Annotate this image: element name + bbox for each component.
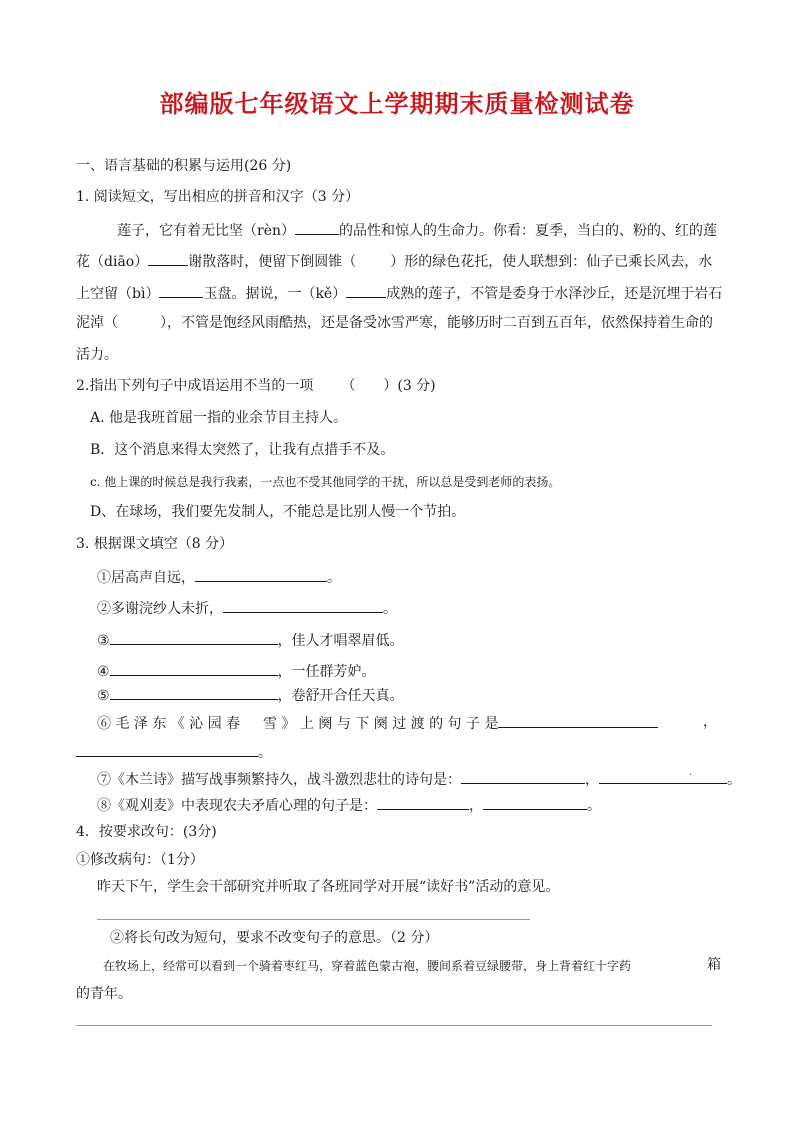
item-text: ，卷舒开合任天真。 <box>277 688 404 704</box>
q1-text: 花（diāo） <box>76 254 149 270</box>
item-text: ， <box>585 772 599 788</box>
item-comma: ， <box>703 714 717 730</box>
question-2-heading <box>76 377 436 395</box>
answer-blank[interactable] <box>461 769 585 784</box>
option-c: c. 他上课的时候总是我行我素，一点也不受其他同学的干扰，所以总是受到老师的表扬。 <box>90 475 561 489</box>
item-text: ，一任群芳妒。 <box>277 664 376 680</box>
q4-sub-1: ①修改病句：（1分） <box>76 852 204 868</box>
item-text: 。 <box>327 570 341 586</box>
option-b: B．这个消息来得太突然了，让我有点措手不及。 <box>90 442 395 458</box>
q4-sentence-2-tail: 箱 <box>707 957 721 973</box>
q1-text: 玉盘。据说，一（kě） <box>203 286 347 302</box>
answer-blank[interactable] <box>483 795 587 810</box>
q1-text: 上空留（bì） <box>76 286 160 302</box>
fill-item-3 <box>97 630 404 650</box>
item-text: ⑦《木兰诗》描写战事频繁持久，战斗激烈悲壮的诗句是： <box>97 772 461 788</box>
answer-blank[interactable] <box>76 742 258 757</box>
fill-item-5 <box>97 685 404 705</box>
fill-item-6-cont <box>76 742 272 762</box>
answer-blank[interactable] <box>377 795 469 810</box>
q1-text: 成熟的莲子，不管是委身于水泽沙丘，还是沉埋于岩石 <box>386 286 723 302</box>
q1-text: 泥淖（ <box>76 315 118 331</box>
answer-line[interactable] <box>76 1025 712 1026</box>
answer-line[interactable] <box>97 919 530 920</box>
q4-sub-2: ②将长句改为短句，要求不改变句子的意思。（2 分） <box>110 930 439 946</box>
question-4-heading: 4．按要求改句：(3分) <box>76 824 217 840</box>
question-1-heading: 1. 阅读短文，写出相应的拼音和汉字（3 分） <box>76 189 360 205</box>
page-title: 部编版七年级语文上学期期末质量检测试卷 <box>159 90 635 118</box>
item-text: 。 <box>383 601 397 617</box>
answer-blank[interactable] <box>148 251 188 266</box>
answer-blank[interactable] <box>498 713 658 728</box>
option-a: A. 他是我班首屈一指的业余节目主持人。 <box>90 410 348 426</box>
q1-line-5: 活力。 <box>76 347 118 363</box>
option-d: D、在球场，我们要先发制人，不能总是比别人慢一个节拍。 <box>90 504 466 520</box>
item-text: 。 <box>587 798 601 814</box>
item-text: 。 <box>258 745 272 761</box>
answer-blank[interactable] <box>110 685 278 700</box>
item-text: ⑧《观刈麦》中表现农夫矛盾心理的句子是： <box>97 798 377 814</box>
fill-item-1 <box>97 567 341 587</box>
q1-text: 谢散落时，便留下倒圆锥（ <box>188 254 357 270</box>
q4-sentence-1: 昨天下午，学生会干部研究并听取了各班同学对开展“读好书”活动的意见。 <box>97 879 560 895</box>
q1-text: 的品性和惊人的生命力。你看：夏季，当白的、粉的、红的莲 <box>339 223 717 239</box>
answer-blank[interactable] <box>159 283 203 298</box>
q4-sentence-2-end: 的青年。 <box>76 986 132 1002</box>
item-text: ②多谢浣纱人未折， <box>97 601 223 617</box>
item-text: 。 <box>727 772 741 788</box>
answer-blank[interactable] <box>599 769 727 784</box>
item-text: ⑥ 毛 泽 东 《 沁 园 春 雪 》 上 阕 与 下 阕 过 渡 的 句 子 是 <box>97 716 499 732</box>
answer-blank[interactable] <box>195 567 327 582</box>
green-dot-mark: · <box>689 770 693 781</box>
answer-bracket[interactable]: （ ）(3 分) <box>341 378 436 394</box>
q1-line-2 <box>76 251 712 271</box>
fill-item-4 <box>97 661 376 681</box>
answer-blank[interactable] <box>110 630 278 645</box>
fill-item-6 <box>97 713 658 733</box>
q1-line-4 <box>76 314 713 332</box>
q1-text: ）形的绿色花托，使人联想到：仙子已乘长风去，水 <box>390 254 713 270</box>
fill-item-2 <box>97 598 397 618</box>
fill-item-8 <box>97 795 601 815</box>
q1-line-1 <box>117 220 717 240</box>
q1-text: ），不管是饱经风雨酷热，还是备受冰雪严寒，能够历时二百到五百年，依然保持着生命的 <box>160 315 713 331</box>
q2-stem: 2.指出下列句子中成语运用不当的一项 <box>76 378 314 394</box>
section-heading: 一、语言基础的积累与运用(26 分) <box>76 158 292 174</box>
item-text: ，佳人才唱翠眉低。 <box>277 633 404 649</box>
question-3-heading: 3. 根据课文填空（8 分） <box>76 536 234 552</box>
item-text: ④ <box>97 664 110 680</box>
item-text: ③ <box>97 633 110 649</box>
q4-sentence-2: 在牧场上，经常可以看到一个骑着枣红马，穿着蓝色蒙古袍，腰间系着豆绿腰带，身上背着红十字药 <box>103 959 632 973</box>
answer-blank[interactable] <box>110 661 278 676</box>
item-text: ①居高声自远， <box>97 570 195 586</box>
q1-line-3 <box>76 283 722 303</box>
answer-blank[interactable] <box>295 220 339 235</box>
item-text: ， <box>469 798 483 814</box>
answer-blank[interactable] <box>223 598 383 613</box>
item-text: ⑤ <box>97 688 110 704</box>
q1-text: 莲子，它有着无比坚（rèn） <box>117 223 295 239</box>
fill-item-7 <box>97 769 741 789</box>
answer-blank[interactable] <box>346 283 386 298</box>
